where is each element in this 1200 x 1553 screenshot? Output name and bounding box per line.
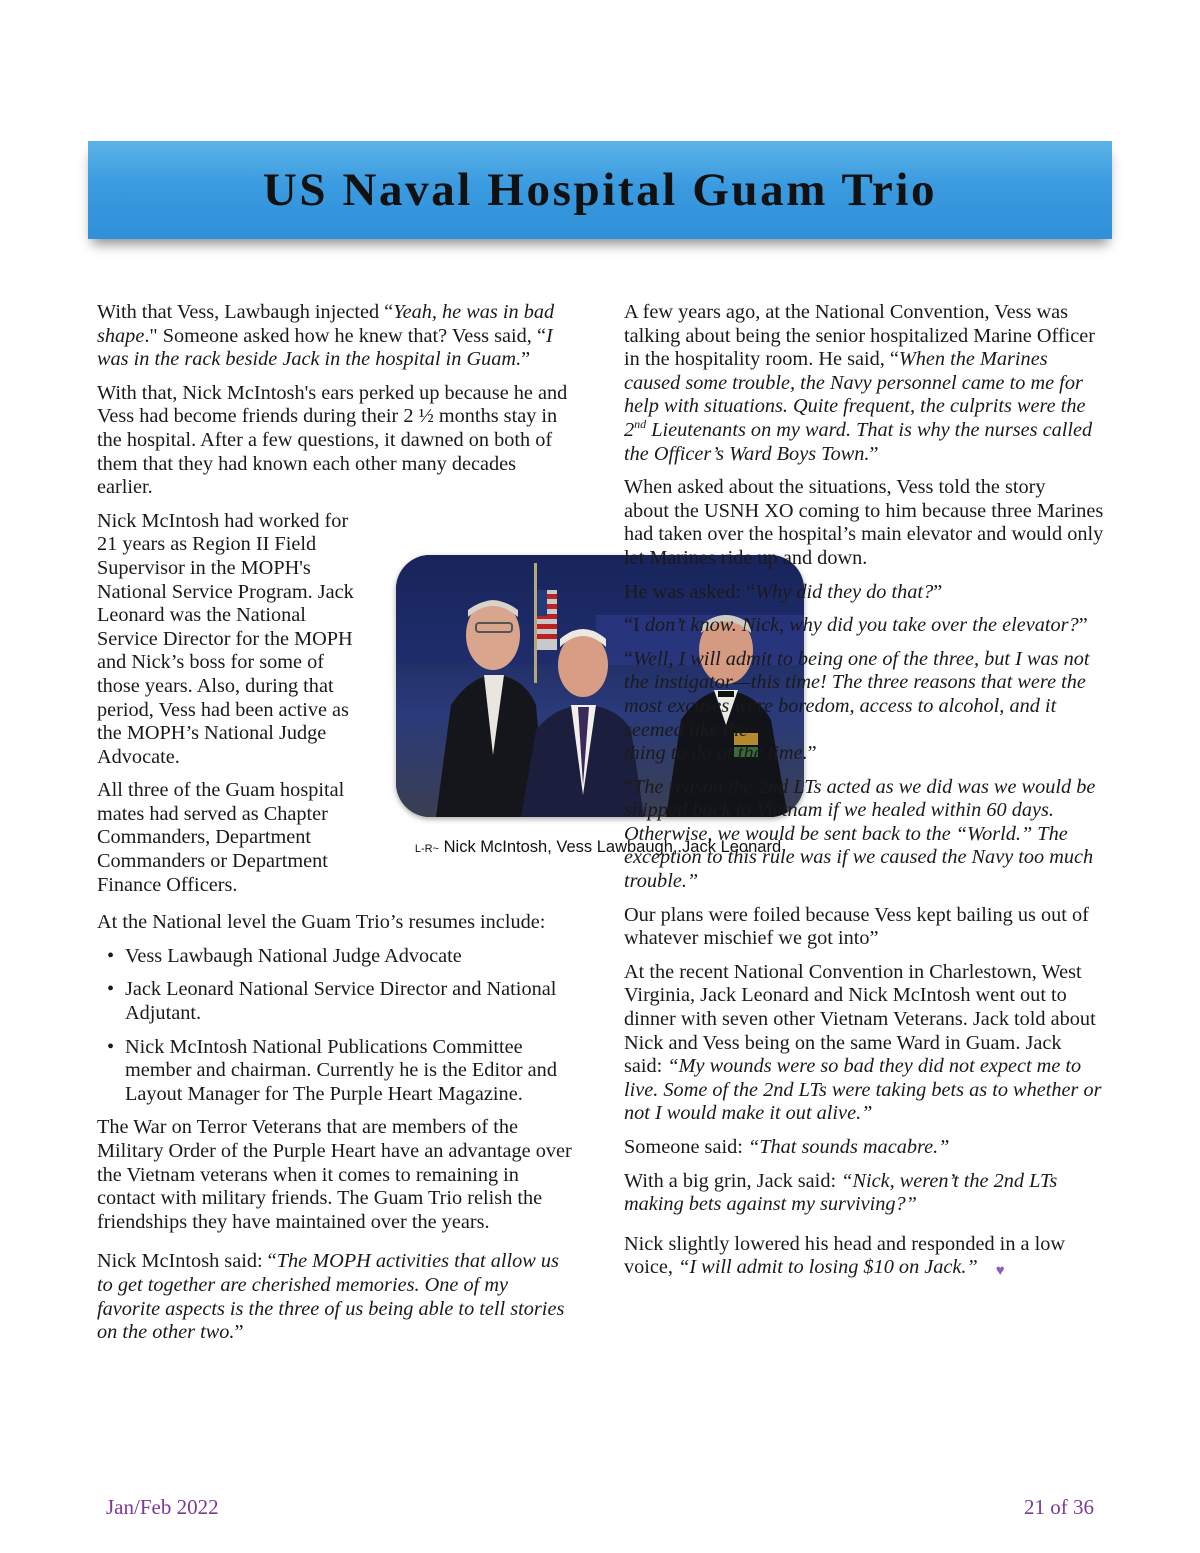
paragraph: The War on Terror Veterans that are members of the Military Order of the Purple Heart have an advantage over the Vietnam veterans when it comes to remaining in contact with military friends. The Guam Trio relish the friendships they have maintained over the years. (97, 1116, 572, 1233)
title-banner (88, 141, 1112, 239)
paragraph: With that, Nick McIntosh's ears perked up because he and Vess had become friends during their 2 ½ months stay in the hospital. After a few questions, it dawned on both of them that they had known each other many decades earlier. (97, 381, 568, 499)
paragraph: When asked about the situations, Vess told the story (624, 476, 1046, 499)
page-number: 21 of 36 (1024, 1495, 1094, 1519)
paragraph: All three of the Guam hospital mates had served as Chapter Commanders, Department Commanders or Department Finance Officers. (97, 779, 345, 896)
heart-icon: ♥ (995, 1263, 1005, 1280)
paragraph: Our plans were foiled because Vess kept bailing us out of whatever mischief we got into” (624, 903, 1089, 950)
paragraph: At the National level the Guam Trio’s resumes include: (97, 911, 546, 934)
paragraph: thing to do at the time.” (624, 742, 817, 765)
list-item: • Nick McIntosh National Publications Committee member and chairman. Currently he is the Editor and Layout Manager for The Purple Heart Magazine. (125, 1036, 575, 1107)
issue-date: Jan/Feb 2022 (106, 1495, 219, 1519)
paragraph: Nick McIntosh said: “The MOPH activities that allow us to get together are cherished memories. One of my favorite aspects is the three of us being able to tell stories on the other two.” (97, 1250, 565, 1344)
page-title: US Naval Hospital Guam Trio (262, 164, 938, 216)
paragraph: “I don’t know. Nick, why did you take over the elevator?” (624, 614, 1088, 637)
paragraph: He was asked: “Why did they do that?” (624, 580, 943, 603)
resume-list (97, 945, 575, 1107)
left-column (97, 301, 575, 1355)
photo-caption: L-R~ Nick McIntosh, Vess Lawbaugh, Jack Leonard (414, 838, 782, 856)
right-column (624, 301, 1104, 1294)
paragraph: With that Vess, Lawbaugh injected “Yeah, he was in bad shape." Someone asked how he knew that? Vess said, “I was in the rack beside Jack in the hospital in Guam.” (97, 301, 555, 371)
paragraph: With a big grin, Jack said: “Nick, weren’t the 2nd LTs making bets against my surviving?” (624, 1169, 1058, 1216)
list-item: • Jack Leonard National Service Director and National Adjutant. (125, 978, 575, 1025)
paragraph: “Well, I will admit to being one of the three, but I was not the instigator—this time! The three reasons that were the most excuses were boredom, access to alcohol, and it seemed like the (624, 647, 1090, 741)
paragraph: A few years ago, at the National Convention, Vess was talking about being the senior hospitalized Marine Officer in the hospitality room. He said, “When the Marines caused some trouble, the Navy personnel came to me for help with situations. Quite frequent, the culprits were the 2nd Lieutenants on my ward. That is why the nurses called the Officer’s Ward Boys Town.” (624, 301, 1096, 465)
paragraph: about the USNH XO coming to him because three Marines had taken over the hospital’s main elevator and would only let Marines ride up and down. (624, 499, 1104, 569)
paragraph: Someone said: “That sounds macabre.” (624, 1136, 950, 1158)
paragraph: “The reason the 2nd LTs acted as we did was we would be shipped back to Vietnam if we healed within 60 days. Otherwise, we would be sent back to the “World.” The exception to this rule was if we caused the Navy too much trouble.” (624, 775, 1096, 893)
list-item: • Vess Lawbaugh National Judge Advocate (125, 945, 575, 969)
paragraph: Nick slightly lowered his head and responded in a low voice, “I will admit to losing $10 on Jack.” ♥ (624, 1233, 1104, 1284)
paragraph: Nick McIntosh had worked for 21 years as Region II Field Supervisor in the MOPH's National Service Program. Jack Leonard was the National Service Director for the MOPH and Nick’s boss for some of those years. Also, during that period, Vess had been active as the MOPH’s National Judge Advocate. (97, 509, 354, 768)
paragraph: At the recent National Convention in Charlestown, West Virginia, Jack Leonard and Nick McIntosh went out to dinner with seven other Vietnam Veterans. Jack told about Nick and Vess being on the same Ward in Guam. Jack said: “My wounds were so bad they did not expect me to live. Some of the 2nd LTs were taking bets as to whether or not I would make it out alive.” (624, 960, 1102, 1125)
